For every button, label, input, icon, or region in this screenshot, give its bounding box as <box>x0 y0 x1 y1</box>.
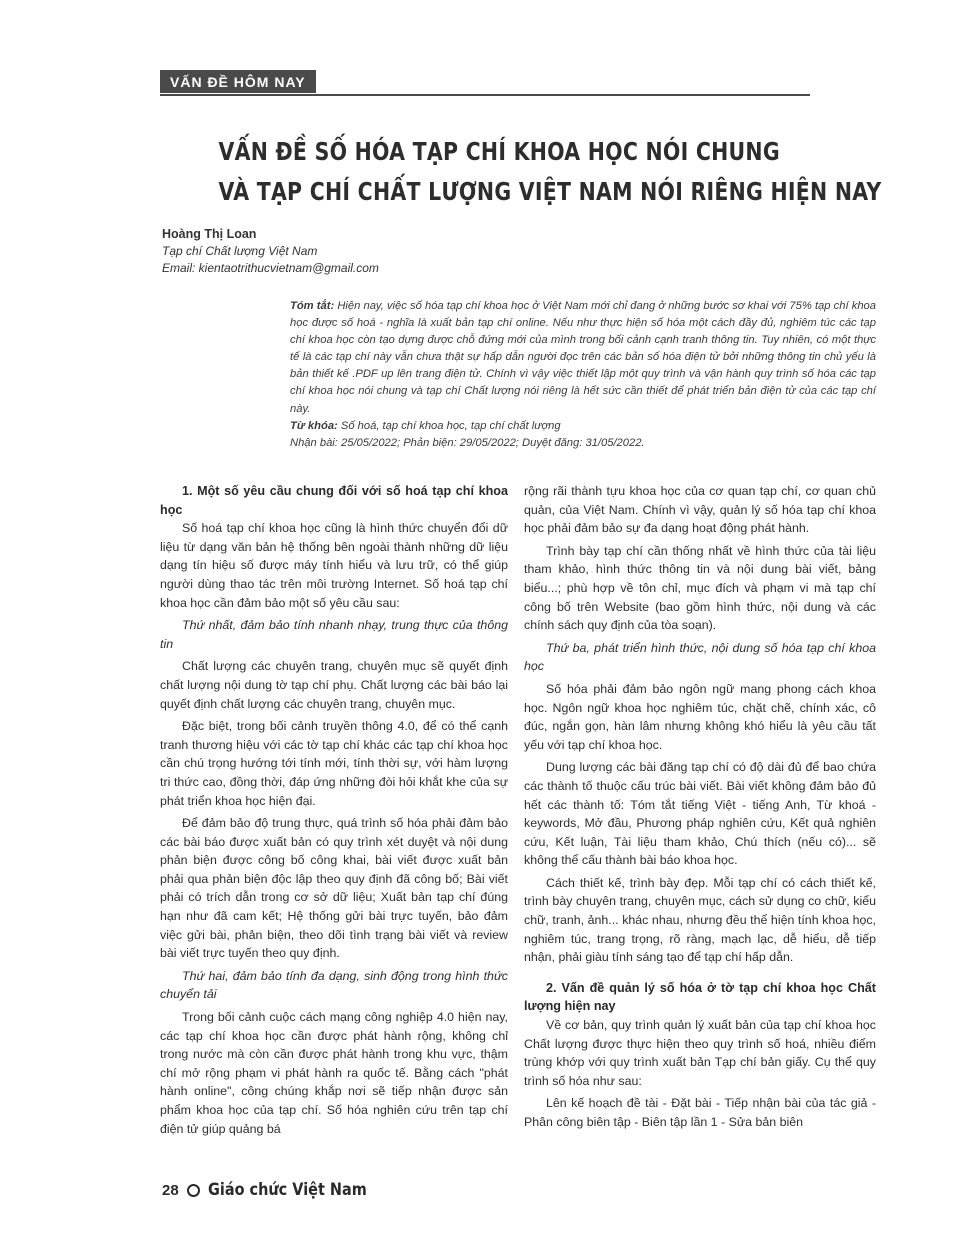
paragraph: Để đảm bảo độ trung thực, quá trình số hóa phải đảm bảo các bài báo được xuất bản có quy trình xét duyệt và nội dung phản biện được công bố công khai, bài viết được xuất bản phải qua phản biện độc lập theo quy định đã công bố; Bài viết phải có trích dẫn trong cơ sở dữ liệu; Xuất bản tạp chí đúng hạn như đã cam kết; Hệ thống gửi bài trực tuyến, bảo đảm việc gửi bài, phản biện, theo dõi tình trạng bài viết và review bài viết trực tuyến theo quy định. <box>160 816 508 961</box>
abstract <box>290 298 876 452</box>
paragraph: Số hoá tạp chí khoa học cũng là hình thức chuyển đổi dữ liệu từ dạng văn bản hệ thống bên ngoài thành những dữ liệu dạng tín hiệu số được máy tính hiểu và lưu trữ, có thể giúp người dùng thao tác trên môi trường Internet. Số hoá tạp chí khoa học cần đảm bảo một số yêu cầu sau: <box>160 521 508 610</box>
article-title <box>218 132 882 212</box>
author-name: Hoàng Thị Loan <box>162 227 257 241</box>
article-title-line-2: VÀ TẠP CHÍ CHẤT LƯỢNG VIỆT NAM NÓI RIÊNG HIỆN NAY <box>218 177 882 206</box>
section-tag: VẤN ĐỀ HÔM NAY <box>160 70 316 93</box>
page-number: 28 <box>162 1181 179 1199</box>
paragraph: Về cơ bản, quy trình quản lý xuất bản của tạp chí khoa học Chất lượng được thực hiện theo quy trình số hoá, nhiều điểm trùng khớp với quy trình xuất bản Tạp chí bản giấy. Cụ thể quy trình số hóa như sau: <box>524 1018 876 1088</box>
paragraph: Chất lượng các chuyên trang, chuyên mục sẽ quyết định chất lượng nội dung tờ tạp chí phụ. Chất lượng các bài báo lại quyết định chất lượng các chuyên trang, chuyên mục. <box>160 659 508 711</box>
subsection-heading: Thứ hai, đảm bảo tính đa dạng, sinh động trong hình thức chuyển tải <box>160 968 508 1002</box>
body-column-right <box>524 482 876 1136</box>
abstract-keywords <box>290 418 876 435</box>
paragraph: Trình bày tạp chí cần thống nhất về hình thức của tài liệu tham khảo, hình thức thông tin và nội dung bài viết, bảng biểu...; phù hợp về tôn chỉ, mục đích và phạm vi mà tạp chí công bố trên Website (bao gồm hình thức, nội dung và các chính sách quy định của tòa soạn). <box>524 543 876 633</box>
paragraph: Trong bối cảnh cuộc cách mạng công nghiệp 4.0 hiện nay, các tạp chí khoa học cần được phát hành rộng, không chỉ trong nước mà còn cần được phát hành trong khu vực, thậm chí mở rộng phạm vi phát hành ra quốc tế. Bằng cách "phát hành online", công chúng khắp nơi sẽ tiếp nhận được sản phẩm khoa học của tạp chí. Số hóa nghiên cứu trên tạp chí điện tử giúp quảng bá <box>160 1010 508 1136</box>
author-block <box>162 226 562 277</box>
author-email: Email: kientaotrithucvietnam@gmail.com <box>162 261 379 275</box>
section-heading: 2. Vấn đề quản lý số hóa ở tờ tạp chí khoa học Chất lượng hiện nay <box>524 980 876 1014</box>
paragraph: Cách thiết kế, trình bày đẹp. Mỗi tạp chí có cách thiết kế, trình bày chuyên trang, chuyên mục, cách sử dụng co chữ, kiểu chữ, tranh, ảnh... khác nhau, nhưng đều thể hiện tính khoa học, nghiêm túc, trang trọng, rõ ràng, mạch lạc, dễ hiểu, dễ tiếp nhận, phải giàu tính sáng tạo để tạp chí hấp dẫn. <box>524 875 876 965</box>
section-divider <box>160 94 810 96</box>
abstract-summary <box>290 298 876 418</box>
circle-icon <box>187 1184 200 1197</box>
paragraph: Lên kế hoạch đề tài - Đặt bài - Tiếp nhận bài của tác giả - Phân công biên tập - Biên tập lần 1 - Sửa bản biên <box>524 1096 876 1129</box>
article-title-line-1: VẤN ĐỀ SỐ HÓA TẠP CHÍ KHOA HỌC NÓI CHUNG <box>218 137 780 166</box>
abstract-dates: Nhận bài: 25/05/2022; Phản biện: 29/05/2022; Duyệt đăng: 31/05/2022. <box>290 436 645 449</box>
magazine-name: Giáo chức Việt Nam <box>207 1180 367 1200</box>
paragraph: rộng rãi thành tựu khoa học của cơ quan tạp chí, cơ quan chủ quản, của Việt Nam. Chính vì vậy, quản lý số hóa tạp chí khoa học phải đảm bảo sự đa dạng hoạt động phát hành. <box>524 484 876 536</box>
paragraph: Đặc biệt, trong bối cảnh truyền thông 4.0, để có thể cạnh tranh thương hiệu với các tờ tạp chí khác các tạp chí khoa học cần chú trọng hướng tới tính mới, tính thời sự, với hàm lượng tri thức cao, đồng thời, đáp ứng những đòi hỏi khắt khe của sự phát triển khoa học hiện đại. <box>160 719 508 808</box>
body-column-left <box>160 482 508 1142</box>
section-heading: 1. Một số yêu cầu chung đối với số hoá tạp chí khoa học <box>160 484 508 517</box>
author-affiliation: Tạp chí Chất lượng Việt Nam <box>162 244 318 258</box>
keywords-text: Số hoá, tạp chí khoa học, tạp chí chất lượng <box>337 419 561 432</box>
subsection-heading: Thứ ba, phát triển hình thức, nội dung số hóa tạp chí khoa học <box>524 640 876 674</box>
paragraph: Số hóa phải đảm bảo ngôn ngữ mang phong cách khoa học. Ngôn ngữ khoa học nghiêm túc, chặt chẽ, chính xác, cô đúc, ngắn gọn, hàn lâm nhưng không khó hiểu là yêu cầu tất yếu với tạp chí khoa học. <box>524 681 876 752</box>
subsection-heading: Thứ nhất, đảm bảo tính nhanh nhạy, trung thực của thông tin <box>160 618 508 651</box>
keywords-label: Từ khóa: <box>290 419 338 432</box>
paragraph: Dung lượng các bài đăng tạp chí có độ dài đủ để bao chứa các thành tố thuộc cấu trúc bài viết. Bài viết không đảm bảo đủ hết các thành tố: Tóm tắt tiếng Việt - tiếng Anh, Từ khoá - keywords, Mở đầu, Phương pháp nghiên cứu, Kết quả nghiên cứu, Kết luận, Tài liệu tham khảo, Chú thích (nếu có)... sẽ không thể cấu thành bài báo khoa học. <box>524 760 876 868</box>
page-footer <box>162 1180 395 1200</box>
summary-label: Tóm tắt: <box>290 300 335 312</box>
summary-text: Hiện nay, việc số hóa tạp chí khoa học ở Việt Nam mới chỉ đang ở những bước sơ khai với 75% tạp chí khoa học được số hoá - nghĩa là xuất bản tạp chí online. Nếu như thực hiện số hóa một cách đầy đủ, nghiêm túc các tạp chí khoa học còn tạo dựng được chỗ đứng mới của mình trong bối cảnh cạnh tranh thông tin. Tuy nhiên, có một thực tế là các tạp chí này vẫn chưa thật sự hấp dẫn người đọc trên các bản số hóa điện tử bởi những thông tin chủ yếu là bản thiết kế .PDF up lên trang điện tử. Chính vì vậy việc thiết lập một quy trình và vận hành quy trình số hóa các tạp chí khoa học nói chung và tạp chí Chất lượng nói riêng là hết sức cần thiết để phát triển bản điện tử của các tạp chí này. <box>290 300 876 415</box>
